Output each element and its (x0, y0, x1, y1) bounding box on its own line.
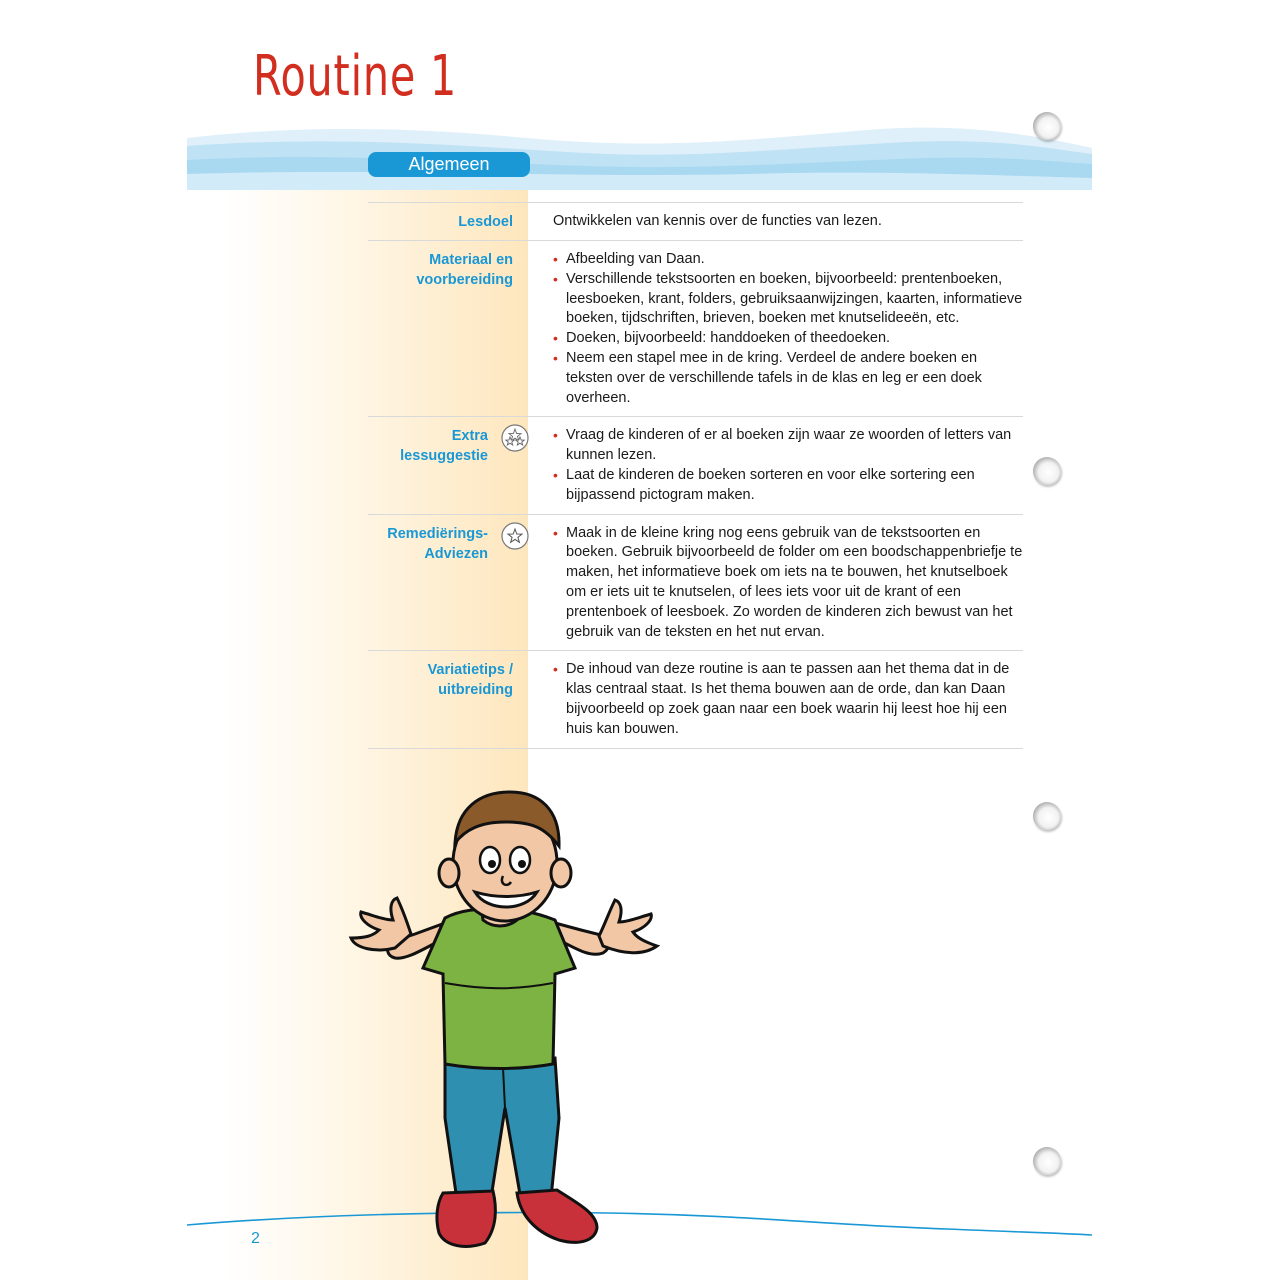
list-item: • Maak in de kleine kring nog eens gebruik van de tekstsoorten en boeken. Gebruik bijvoorbeeld de folder om een boodschappenbriefje te maken, het informatieve boek om iets na te bouwen, het knutselboek om er iets uit te knutselen, of lees iets voor uit de krant of een prentenboek of leesboek. Zo worden de kinderen zich bewust van het gebruik van de teksten en het nut ervan. (553, 524, 1023, 643)
row-label-line: Remediërings- (387, 525, 488, 542)
row-label-line: Adviezen (424, 545, 488, 562)
list-item: • Doeken, bijvoorbeeld: handdoeken of theedoeken. (553, 329, 1023, 349)
row-label-line: Variatietips / (427, 662, 513, 679)
row-body (553, 660, 1023, 739)
row-label-line: voorbereiding (416, 272, 513, 288)
row-body (553, 212, 1023, 232)
binder-hole (1033, 457, 1061, 485)
page-title: Routine 1 (253, 44, 458, 109)
row-label (368, 524, 513, 643)
row-label (368, 426, 513, 505)
row-label (368, 212, 513, 232)
list-item: • Neem een stapel mee in de kring. Verdeel de andere boeken en teksten over de verschillende tafels in de klas en leg er een doek overheen. (553, 349, 1023, 408)
row-label (368, 250, 513, 408)
star-icon (501, 522, 529, 550)
row-extra (368, 416, 1023, 513)
row-label-line: Materiaal en (429, 252, 513, 268)
stars-icon (501, 424, 529, 452)
header-wave (187, 118, 1092, 190)
row-label-line: lessuggestie (400, 448, 488, 465)
binder-hole (1033, 802, 1061, 830)
lesson-table (368, 202, 1023, 749)
list-item: • Laat de kinderen de boeken sorteren en voor elke sortering een bijpassend pictogram maken. (553, 466, 1023, 506)
page-number: 2 (251, 1230, 260, 1247)
binder-hole (1033, 112, 1061, 140)
list-item: • De inhoud van deze routine is aan te passen aan het thema dat in de klas centraal staat. Is het thema bouwen aan de orde, dan kan Daan bijvoorbeeld op zoek gaan naar een boek waarin hij leest hoe hij een huis kan bouwen. (553, 660, 1023, 739)
row-lesdoel (368, 202, 1023, 240)
row-body (553, 250, 1023, 408)
row-text: Ontwikkelen van kennis over de functies van lezen. (553, 213, 882, 229)
list-item: • Verschillende tekstsoorten en boeken, bijvoorbeeld: prentenboeken, leesboeken, krant, folders, gebruiksaanwijzingen, kaarten, informatieve boeken, tijdschriften, brieven, boeken met knutselideeën, etc. (553, 270, 1023, 329)
row-label-line: uitbreiding (438, 682, 513, 699)
section-label: Algemeen (368, 152, 530, 177)
row-body (553, 426, 1023, 505)
row-label-line: Extra (451, 428, 488, 445)
row-label-line: Lesdoel (458, 214, 513, 230)
row-body (553, 524, 1023, 643)
row-materiaal (368, 240, 1023, 416)
row-label (368, 660, 513, 739)
list-item: • Afbeelding van Daan. (553, 250, 1023, 270)
list-item: • Vraag de kinderen of er al boeken zijn waar ze woorden of letters van kunnen lezen. (553, 426, 1023, 466)
binder-hole (1033, 1147, 1061, 1175)
row-remediering (368, 514, 1023, 651)
daan-illustration (345, 788, 665, 1253)
row-variatie (368, 650, 1023, 748)
